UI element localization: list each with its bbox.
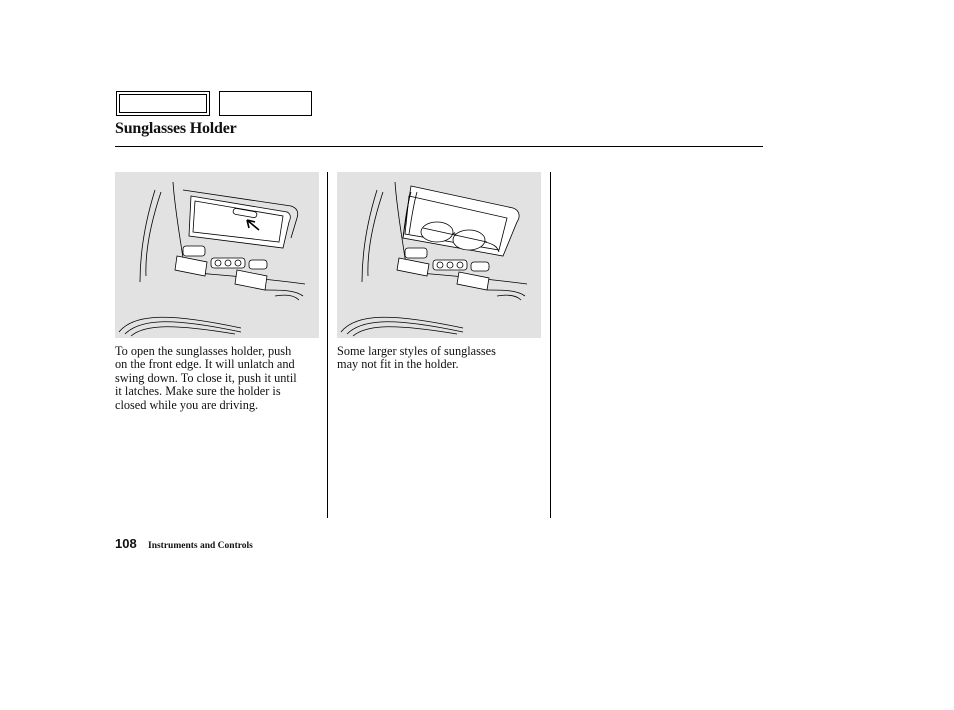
column-divider: [327, 172, 328, 518]
holder-size-note: Some larger styles of sunglasses may not fit in the holder.: [337, 344, 496, 372]
sunglasses-holder-open-illustration: [337, 172, 541, 338]
nav-tab-box-index[interactable]: [219, 91, 312, 116]
column-divider-right: [550, 172, 551, 518]
title-rule: [115, 146, 763, 147]
page-title: Sunglasses Holder: [115, 120, 237, 137]
open-holder-instructions: To open the sunglasses holder, push on the front edge. It will unlatch and swing down. To close it, push it until it latches. Make sure the holder is closed while you are driving.: [115, 344, 297, 412]
footer-section-name: Instruments and Controls: [148, 541, 253, 551]
sunglasses-holder-closed-illustration: [115, 172, 319, 338]
page-number: 108: [115, 536, 137, 551]
nav-tab-box-main[interactable]: [116, 91, 210, 116]
